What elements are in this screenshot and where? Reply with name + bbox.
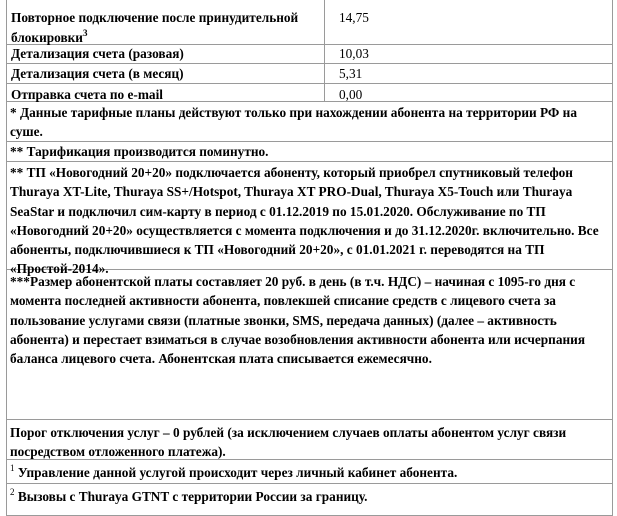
footnote-text: Управление данной услугой происходит через личный кабинет абонента. bbox=[14, 465, 458, 480]
note-billing: ** Тарификация производится поминутно. bbox=[7, 142, 612, 162]
footnote-2 bbox=[7, 484, 612, 516]
footnote-text: Вызовы с Thuraya GTNT с территории России за границу. bbox=[14, 489, 368, 504]
table-row bbox=[7, 45, 612, 64]
row-label-text: Повторное подключение после принудительной блокировки bbox=[11, 10, 299, 45]
row-label bbox=[7, 0, 325, 44]
footnote-1 bbox=[7, 460, 612, 484]
footnote-mark: 1 bbox=[10, 463, 15, 473]
note-new-year-plan: ** ТП «Новогодний 20+20» подключается абоненту, который приобрел спутниковый телефон Thuraya XT-Lite, Thuraya SS+/Hotspot, Thuraya XT PRO-Dual, Thuraya X5-Touch или Thuraya SeaStar и подключил сим-карту в период с 01.12.2019 по 15.01.2020. Обслуживание по ТП «Новогодний 20+20» осуществляется с момента подключения и до 31.12.2020г. включительно. Все абоненты, подключившиеся к ТП «Новогодний 20+20», с 01.01.2021 г. переводятся на ТП «Простой-2014». bbox=[7, 162, 612, 270]
tariff-table bbox=[6, 0, 613, 516]
footnote-mark: 3 bbox=[82, 27, 88, 38]
row-value: 0,00 bbox=[339, 87, 363, 102]
table-row bbox=[7, 84, 612, 102]
row-label: Отправка счета по e-mail bbox=[7, 84, 325, 101]
note-territory: * Данные тарифные планы действуют только при нахождении абонента на территории РФ на суше. bbox=[7, 102, 612, 142]
note-subscription-fee: ***Размер абонентской платы составляет 20 руб. в день (в т.ч. НДС) – начиная с 1095-го дня с момента последней активности абонента, повлекшей списание средств с лицевого счета за пользование услугами связи (платные звонки, SMS, передача данных) (далее – активность абонента) и перестает взиматься в случае возобновления активности абонента или исчерпания баланса лицевого счета. Абонентская плата списывается ежемесячно. bbox=[7, 270, 612, 420]
row-value: 10,03 bbox=[339, 46, 369, 61]
note-disconnect-threshold: Порог отключения услуг – 0 рублей (за исключением случаев оплаты абонентом услуг связи посредством отложенного платежа). bbox=[7, 420, 612, 460]
row-value: 5,31 bbox=[339, 66, 363, 81]
row-label: Детализация счета (в месяц) bbox=[7, 64, 325, 83]
footnote-mark: 2 bbox=[10, 487, 15, 497]
row-label: Детализация счета (разовая) bbox=[7, 45, 325, 63]
row-value: 14,75 bbox=[339, 10, 369, 25]
table-row bbox=[7, 64, 612, 84]
table-row bbox=[7, 0, 612, 45]
